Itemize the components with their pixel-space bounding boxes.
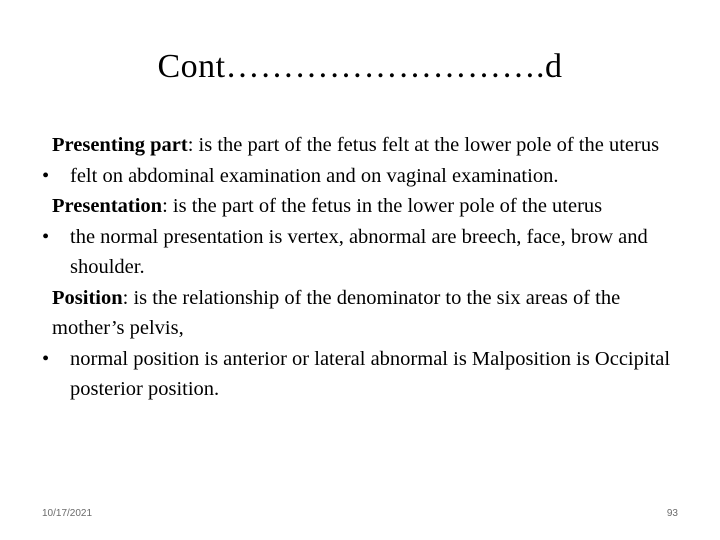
definition-text: : is the part of the fetus in the lower pole of the uterus (162, 195, 603, 217)
bullet-icon: • (42, 225, 50, 248)
definition-presenting-part (36, 130, 696, 161)
definition-text: : is the part of the fetus felt at the lower pole of the uterus (187, 134, 660, 156)
bullet-item (36, 344, 696, 405)
page-number: 93 (666, 508, 678, 519)
footer-date: 10/17/2021 (42, 508, 93, 519)
bullet-text: felt on abdominal examination and on vaginal examination. (70, 164, 559, 187)
bullet-item (36, 161, 696, 192)
term-label: Presentation (52, 195, 163, 217)
bullet-icon: • (42, 347, 50, 370)
definition-presentation (36, 191, 696, 222)
bullet-text: the normal presentation is vertex, abnormal are breech, face, brow and shoulder. (70, 225, 648, 278)
term-label: Position (52, 286, 123, 309)
term-label: Presenting part (52, 134, 188, 156)
slide-title: Cont……………………….d (157, 48, 563, 85)
bullet-text: normal position is anterior or lateral abnormal is Malposition is Occipital posterior position. (70, 347, 671, 400)
bullet-icon: • (42, 164, 50, 187)
bullet-item (36, 222, 696, 283)
definition-text: : is the relationship of the denominator to the six areas of the mother’s pelvis, (52, 286, 621, 339)
slide-body (36, 130, 696, 405)
definition-position (36, 283, 696, 344)
